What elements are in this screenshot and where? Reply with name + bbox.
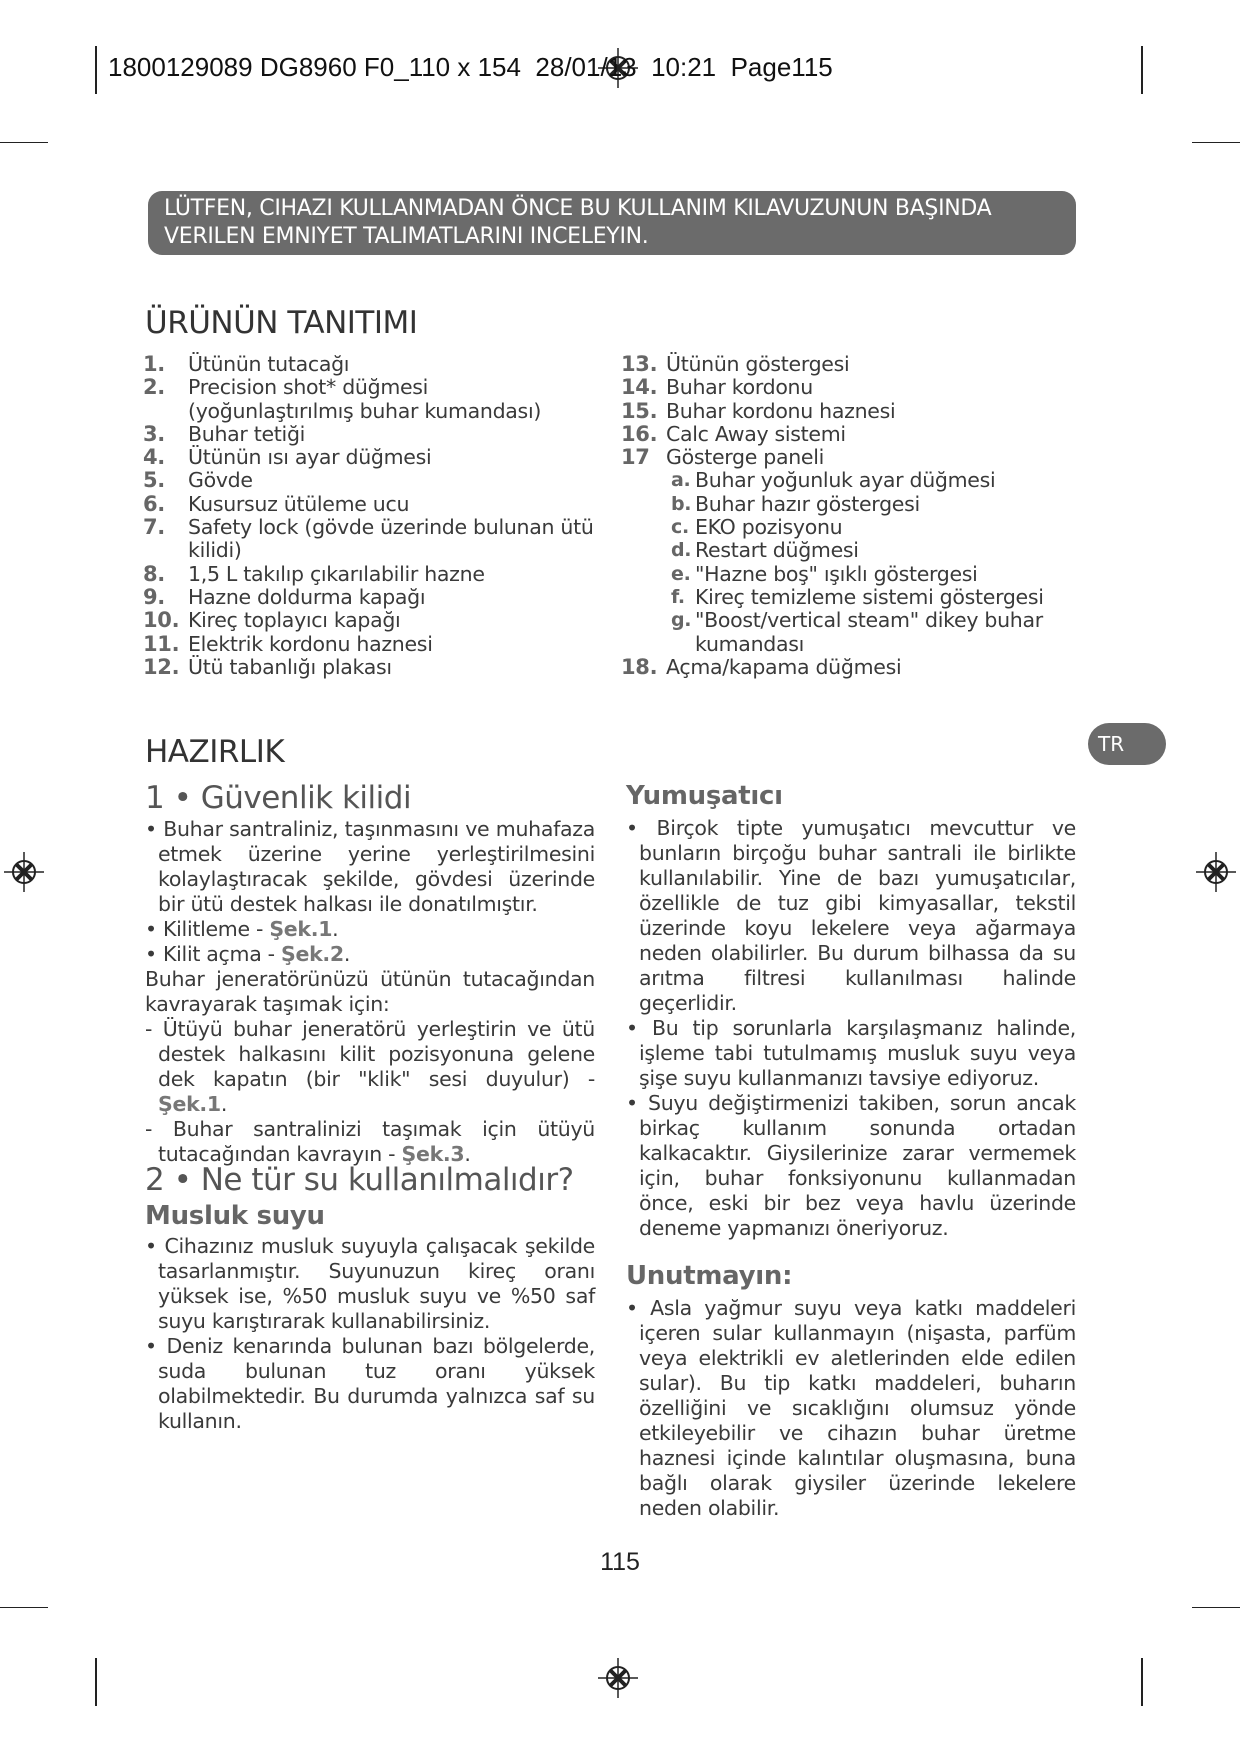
safety-banner bbox=[148, 191, 1076, 255]
part-number: 3. bbox=[143, 421, 165, 446]
softener-content bbox=[626, 816, 1076, 1241]
part-label: Kireç toplayıcı kapağı bbox=[188, 608, 401, 633]
step2-title: 2 • Ne tür su kullanılmalıdır? bbox=[145, 1162, 574, 1198]
registration-mark-icon bbox=[598, 1658, 638, 1698]
part-label: Açma/kapama düğmesi bbox=[666, 654, 902, 679]
part-label: Kusursuz ütüleme ucu bbox=[188, 491, 410, 516]
part-number: 1. bbox=[143, 352, 165, 376]
part-number: f. bbox=[671, 585, 685, 608]
part-label: Gösterge paneli bbox=[666, 445, 825, 470]
part-label: Ütünün ısı ayar düğmesi bbox=[188, 445, 432, 470]
part-item bbox=[621, 423, 1091, 446]
part-label: Precision shot* düğmesi bbox=[188, 375, 429, 400]
part-label: Buhar tetiği bbox=[188, 421, 306, 446]
step1-title: 1 • Güvenlik kilidi bbox=[145, 780, 412, 816]
part-label: Elektrik kordonu haznesi bbox=[188, 631, 433, 656]
remember-bullet-1: • Asla yağmur suyu veya katkı maddeleri içeren sular kullanmayın (nişasta, parfüm veya elektrikli ev aletlerinden elde edilen sular). Bu tip katkı maddeleri, buharın özelliğini ve sıcaklığını olumsuz yönde etkileyebilir ve cihazın buhar üretme haznesi içinde kalıntılar oluşmasına, buna bağlı olarak giysiler üzerinde lekelere neden olabilir. bbox=[626, 1296, 1076, 1520]
part-item bbox=[143, 516, 613, 539]
part-subitem bbox=[621, 493, 1091, 516]
part-label: kilidi) bbox=[188, 538, 242, 563]
part-label: Ütü tabanlığı plakası bbox=[188, 654, 392, 679]
registration-mark-icon bbox=[1196, 852, 1236, 892]
part-label: Safety lock (gövde üzerinde bulunan ütü bbox=[188, 515, 594, 540]
part-number: 10. bbox=[143, 608, 180, 633]
step1-bullet-2: • Kilitleme - Şek.1. bbox=[145, 917, 339, 941]
remember-content bbox=[626, 1296, 1076, 1521]
parts-list-right bbox=[621, 353, 1091, 679]
crop-mark bbox=[1141, 46, 1143, 94]
part-item bbox=[143, 423, 613, 446]
tap-water-bullet-2: • Deniz kenarında bulunan bazı bölgelerde, suda bulunan tuz oranı yüksek olabilmektedir. Bu durumda yalnızca saf su kullanın. bbox=[145, 1334, 596, 1433]
crop-mark bbox=[1192, 1607, 1240, 1608]
part-number: 4. bbox=[143, 445, 165, 470]
part-label: Ütünün tutacağı bbox=[188, 352, 350, 376]
part-item bbox=[143, 609, 613, 632]
language-tab: TR bbox=[1088, 723, 1166, 765]
part-item bbox=[143, 586, 613, 609]
part-label: "Boost/vertical steam" dikey buhar bbox=[695, 608, 1043, 633]
part-number: 8. bbox=[143, 561, 165, 586]
part-item bbox=[143, 353, 613, 376]
part-number: 15. bbox=[621, 398, 658, 423]
part-number: 14. bbox=[621, 375, 658, 400]
crop-mark bbox=[1192, 142, 1240, 143]
part-number: 12. bbox=[143, 654, 180, 679]
figure-ref: Şek.1 bbox=[269, 917, 333, 941]
tap-water-bullet-1: • Cihazınız musluk suyuyla çalışacak şekilde tasarlanmıştır. Suyunuzun kireç oranı yüksek ise, %50 musluk suyu ve %50 saf suyu karıştırarak kullanabilirsiniz. bbox=[145, 1234, 595, 1333]
part-item bbox=[621, 656, 1091, 679]
part-number: 16. bbox=[621, 421, 658, 446]
banner-line-2: VERILEN EMNIYET TALIMATLARINI INCELEYIN. bbox=[164, 224, 649, 249]
part-number: a. bbox=[671, 469, 691, 492]
softener-bullet-3: • Suyu değiştirmenizi takiben, sorun ancak birkaç kullanım sonunda ortadan kalkacaktır. Giysilerinize zarar vermemek için, buhar fonksiyonunu kullanmadan önce, eski bir bez veya havlu üzerinde deneme yapmanızı öneriyoruz. bbox=[626, 1091, 1077, 1240]
part-label: Buhar kordonu bbox=[666, 375, 813, 400]
product-section-title: ÜRÜNÜN TANITIMI bbox=[145, 305, 418, 341]
part-number: 17 bbox=[621, 445, 650, 470]
softener-title: Yumuşatıcı bbox=[626, 781, 783, 811]
part-label: "Hazne boş" ışıklı göstergesi bbox=[695, 561, 978, 586]
part-item bbox=[143, 493, 613, 516]
part-number: 9. bbox=[143, 584, 165, 609]
part-subitem bbox=[621, 516, 1091, 539]
part-item bbox=[143, 400, 613, 423]
part-item bbox=[143, 539, 613, 562]
step1-content bbox=[145, 817, 595, 1167]
crop-mark bbox=[95, 1658, 97, 1706]
part-number: 6. bbox=[143, 491, 165, 516]
parts-list-left bbox=[143, 353, 613, 679]
step1-bullet-3: • Kilit açma - Şek.2. bbox=[145, 942, 351, 966]
figure-ref: Şek.3 bbox=[401, 1142, 465, 1166]
part-item bbox=[621, 353, 1091, 376]
part-subitem bbox=[621, 469, 1091, 492]
part-item bbox=[143, 446, 613, 469]
part-subitem bbox=[621, 586, 1091, 609]
part-item bbox=[143, 563, 613, 586]
part-subitem bbox=[621, 563, 1091, 586]
part-label: Gövde bbox=[188, 468, 253, 493]
part-label: Ütünün göstergesi bbox=[666, 352, 850, 376]
tap-water-title: Musluk suyu bbox=[145, 1201, 325, 1231]
part-number: 2. bbox=[143, 375, 165, 400]
part-item bbox=[143, 633, 613, 656]
part-label: Buhar hazır göstergesi bbox=[695, 491, 920, 516]
figure-ref: Şek.1 bbox=[158, 1092, 221, 1116]
part-subitem bbox=[621, 633, 1091, 656]
part-number: 11. bbox=[143, 631, 180, 656]
prep-section-title: HAZIRLIK bbox=[145, 734, 285, 770]
part-label: 1,5 L takılıp çıkarılabilir hazne bbox=[188, 561, 485, 586]
step1-bullet-1: • Buhar santraliniz, taşınmasını ve muhafaza etmek üzerine yerine yerleştirilmesini kolaylaştıracak şekilde, gövdesi üzerinde bir ütü destek halkası ile donatılmıştır. bbox=[145, 817, 595, 916]
part-label: Buhar yoğunluk ayar düğmesi bbox=[695, 468, 996, 493]
part-item bbox=[143, 376, 613, 399]
softener-bullet-2: • Bu tip sorunlarla karşılaşmanız halinde, işleme tabi tutulmamış musluk suyu veya şişe suyu kullanmanızı tavsiye ediyoruz. bbox=[626, 1016, 1077, 1090]
part-number: c. bbox=[671, 516, 689, 539]
print-header: 1800129089 DG8960 F0_110 x 154 28/01/13 10:21 Page115 bbox=[108, 52, 833, 82]
part-item bbox=[143, 656, 613, 679]
part-label: Restart düğmesi bbox=[695, 538, 859, 563]
step2-content bbox=[145, 1234, 595, 1434]
part-number: d. bbox=[671, 539, 692, 562]
remember-title: Unutmayın: bbox=[626, 1261, 793, 1291]
part-number: g. bbox=[671, 609, 692, 632]
figure-ref: Şek.2 bbox=[281, 942, 344, 966]
page-number: 115 bbox=[600, 1548, 640, 1576]
step1-dash-2: - Buhar santralinizi taşımak için ütüyü tutacağından kavrayın - Şek.3. bbox=[145, 1117, 595, 1166]
part-number: 5. bbox=[143, 468, 165, 493]
part-number: 13. bbox=[621, 352, 658, 376]
step1-intro: Buhar jeneratörünüzü ütünün tutacağından kavrayarak taşımak için: bbox=[145, 967, 595, 1016]
part-number: 7. bbox=[143, 515, 165, 540]
part-label: Kireç temizleme sistemi göstergesi bbox=[695, 584, 1044, 609]
part-item bbox=[621, 400, 1091, 423]
softener-bullet-1: • Birçok tipte yumuşatıcı mevcuttur ve bunların birçoğu buhar santrali ile birlikte kullanılabilir. Yine de bazı yumuşatıcılar, özellikle de tuz gibi kimyasallar, tekstil üzerinde koyu lekelere veya ağarmaya neden olabilirler. Bu durum bilhassa da su arıtma filtresi kullanılması halinde geçerlidir. bbox=[626, 816, 1076, 1015]
registration-mark-icon bbox=[4, 852, 44, 892]
crop-mark bbox=[0, 1607, 48, 1608]
part-number: 18. bbox=[621, 654, 658, 679]
part-label: EKO pozisyonu bbox=[695, 515, 843, 540]
crop-mark bbox=[0, 142, 48, 143]
part-item bbox=[621, 446, 1091, 469]
part-label: Calc Away sistemi bbox=[666, 421, 846, 446]
part-label: Hazne doldurma kapağı bbox=[188, 584, 426, 609]
crop-mark bbox=[1141, 1658, 1143, 1706]
part-label: kumandası bbox=[695, 631, 805, 656]
part-item bbox=[621, 376, 1091, 399]
part-number: b. bbox=[671, 492, 692, 515]
part-subitem bbox=[621, 539, 1091, 562]
crop-mark bbox=[95, 46, 97, 94]
part-item bbox=[143, 469, 613, 492]
part-label: Buhar kordonu haznesi bbox=[666, 398, 896, 423]
part-label: (yoğunlaştırılmış buhar kumandası) bbox=[188, 398, 542, 423]
part-subitem bbox=[621, 609, 1091, 632]
step1-dash-1: - Ütüyü buhar jeneratörü yerleştirin ve ütü destek halkasını kilit pozisyonuna gelene dek kapatın (bir "klik" sesi duyulur) - Şek.1. bbox=[145, 1017, 595, 1116]
banner-line-1: LÜTFEN, CIHAZI KULLANMADAN ÖNCE BU KULLANIM KILAVUZUNUN BAŞINDA bbox=[164, 196, 992, 221]
part-number: e. bbox=[671, 562, 691, 585]
